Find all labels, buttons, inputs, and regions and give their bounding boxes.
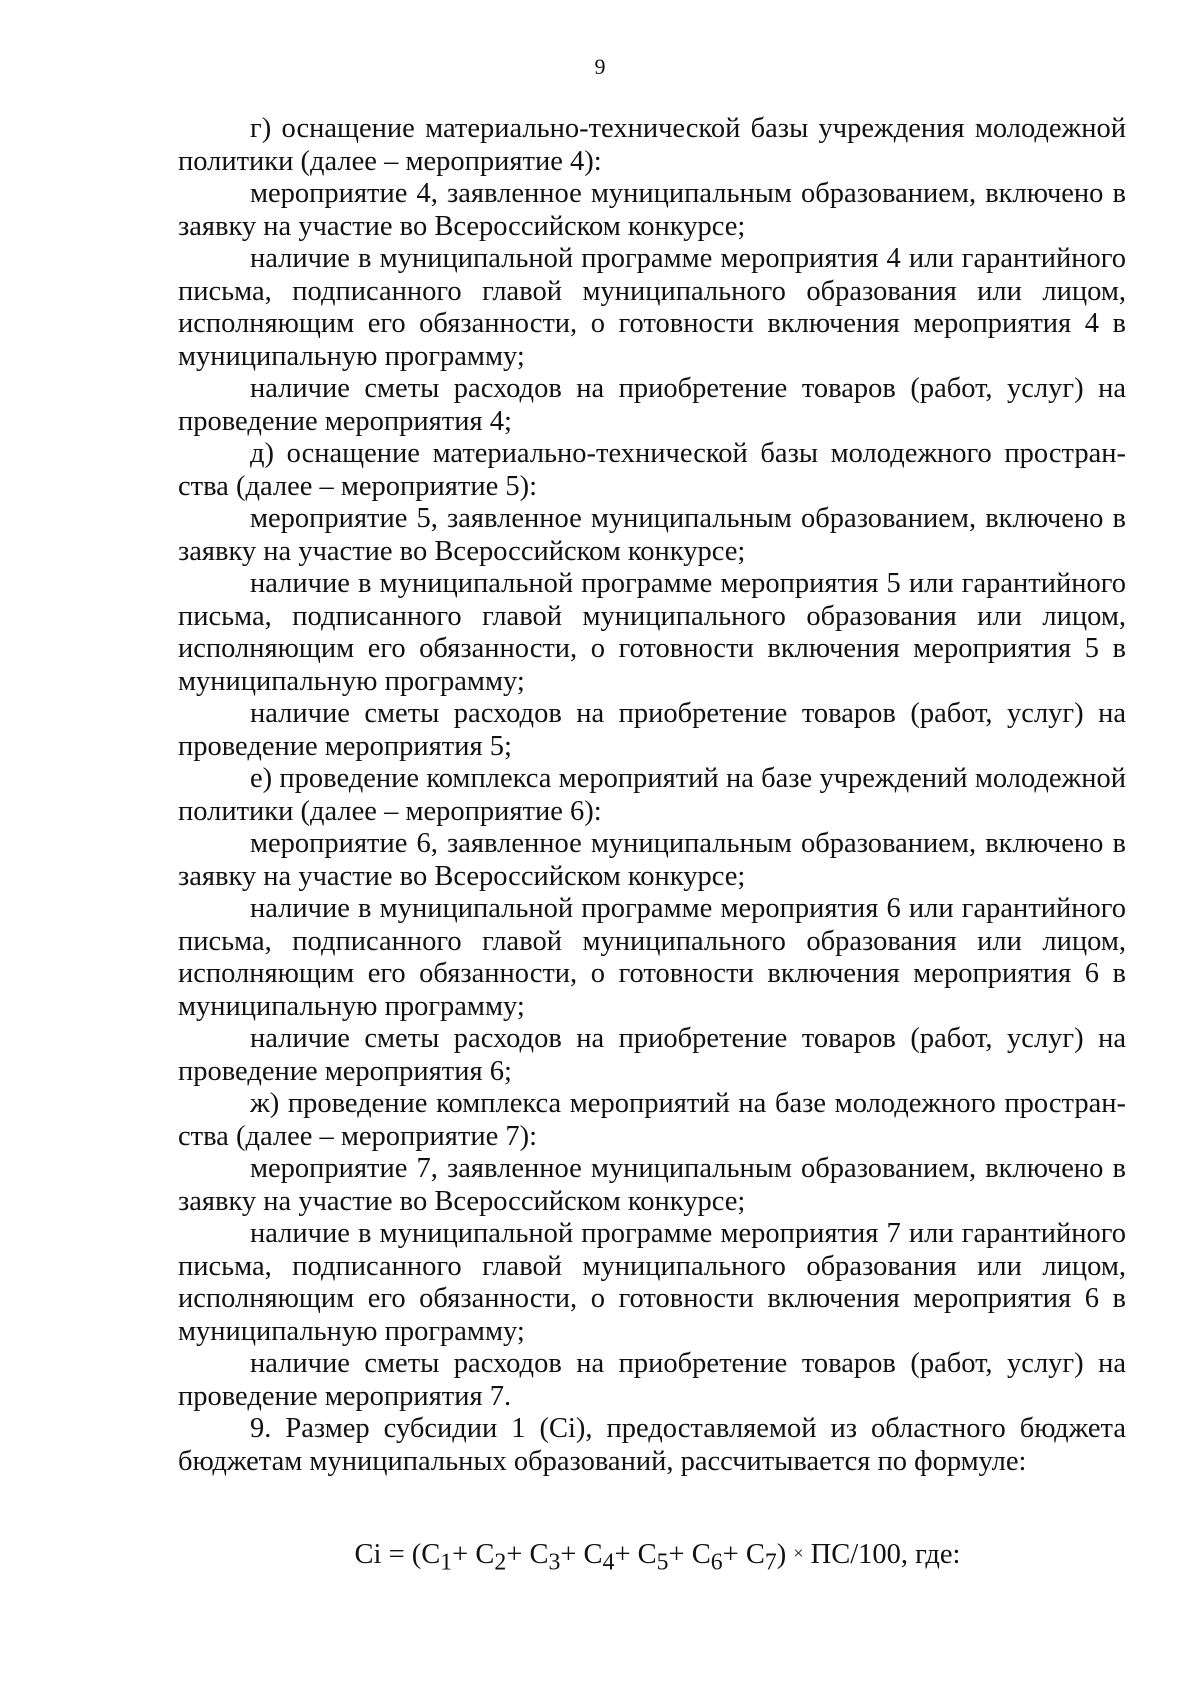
paragraph-d-heading: д) оснащение материально-технической базы молодежного пространства (далее – мероприятие 5): <box>178 438 1126 502</box>
paragraph-zh-heading: ж) проведение комплекса мероприятий на базе молодежного пространства (далее – мероприятие 7): <box>178 1088 1126 1152</box>
formula-term-sub: 1 <box>440 1549 453 1576</box>
formula-term-sub: 6 <box>710 1549 723 1576</box>
paragraph-9-subsidy-size: 9. Размер субсидии 1 (Сi), предоставляемой из областного бюджета бюджетам муниципальных образований, рассчитывается по формуле: <box>178 1413 1126 1477</box>
paragraph-d-item-3: наличие сметы расходов на приобретение товаров (работ, услуг) на проведение мероприятия 5; <box>178 698 1126 762</box>
paragraph-d-item-2: наличие в муниципальной программе мероприятия 5 или гарантийного письма, подписанного главой муниципального образования или лицом, исполняющим его обязанности, о готовности включения мероприятия 5 в муниципальную программу; <box>178 568 1126 697</box>
document-body <box>178 113 1126 1478</box>
formula-lhs: Ci = ( <box>354 1539 422 1570</box>
paragraph-g-item-1: мероприятие 4, заявленное муниципальным образованием, включено в заявку на участие во Всероссийском конкурсе; <box>178 178 1126 242</box>
paragraph-d-item-1: мероприятие 5, заявленное муниципальным образованием, включено в заявку на участие во Всероссийском конкурсе; <box>178 503 1126 567</box>
formula-term <box>685 1539 739 1576</box>
formula-operator: + <box>560 1539 577 1570</box>
formula-term-sub: 3 <box>548 1549 561 1576</box>
formula-term-base: С <box>421 1539 441 1570</box>
formula-term-base: С <box>529 1539 549 1570</box>
formula-term-sub: 7 <box>764 1549 777 1576</box>
formula-term-base: С <box>475 1539 495 1570</box>
formula-term-base: С <box>691 1539 711 1570</box>
formula-operator: + <box>506 1539 523 1570</box>
formula-term <box>522 1539 577 1576</box>
formula-term-sub: 4 <box>602 1549 615 1576</box>
formula-term <box>421 1539 469 1576</box>
formula-term <box>739 1539 777 1576</box>
formula-operator: + <box>668 1539 685 1570</box>
page-number: 9 <box>594 54 606 79</box>
paragraph-zh-item-2: наличие в муниципальной программе мероприятия 7 или гарантийного письма, подписанного главой муниципального образования или лицом, исполняющим его обязанности, о готовности включения мероприятия 6 в муниципальную программу; <box>178 1218 1126 1347</box>
paragraph-zh-item-1: мероприятие 7, заявленное муниципальным образованием, включено в заявку на участие во Всероссийском конкурсе; <box>178 1153 1126 1217</box>
formula-operator: + <box>722 1539 739 1570</box>
formula-tail: ПС/100, где: <box>810 1539 961 1570</box>
paragraph-g-item-3: наличие сметы расходов на приобретение товаров (работ, услуг) на проведение мероприятия 4; <box>178 373 1126 437</box>
formula-term-sub: 5 <box>656 1549 669 1576</box>
paragraph-e-item-3: наличие сметы расходов на приобретение товаров (работ, услуг) на проведение мероприятия 6; <box>178 1023 1126 1087</box>
formula-term <box>576 1539 631 1576</box>
formula-term <box>468 1539 523 1576</box>
formula-term-base: С <box>637 1539 657 1570</box>
paragraph-g-item-2: наличие в муниципальной программе мероприятия 4 или гарантийного письма, подписанного главой муниципального образования или лицом, исполняющим его обязанности, о готовности включения мероприятия 4 в муниципальную программу; <box>178 243 1126 372</box>
subsidy-formula <box>0 1536 1200 1580</box>
paragraph-g-heading: г) оснащение материально-технической базы учреждения молодежной политики (далее – мероприятие 4): <box>178 113 1126 177</box>
multiply-sign: × <box>793 1543 804 1563</box>
formula-operator: + <box>614 1539 631 1570</box>
formula-operator: + <box>452 1539 469 1570</box>
formula-term <box>631 1539 685 1576</box>
paragraph-e-item-1: мероприятие 6, заявленное муниципальным образованием, включено в заявку на участие во Всероссийском конкурсе; <box>178 828 1126 892</box>
formula-term-sub: 2 <box>494 1549 507 1576</box>
paragraph-e-heading: е) проведение комплекса мероприятий на базе учреждений молодежной политики (далее – мероприятие 6): <box>178 763 1126 827</box>
paragraph-e-item-2: наличие в муниципальной программе мероприятия 6 или гарантийного письма, подписанного главой муниципального образования или лицом, исполняющим его обязанности, о готовности включения мероприятия 6 в муниципальную программу; <box>178 893 1126 1022</box>
formula-term-base: С <box>745 1539 765 1570</box>
formula-term-base: С <box>583 1539 603 1570</box>
formula-close-paren: ) <box>776 1539 787 1570</box>
paragraph-zh-item-3: наличие сметы расходов на приобретение товаров (работ, услуг) на проведение мероприятия 7. <box>178 1348 1126 1412</box>
